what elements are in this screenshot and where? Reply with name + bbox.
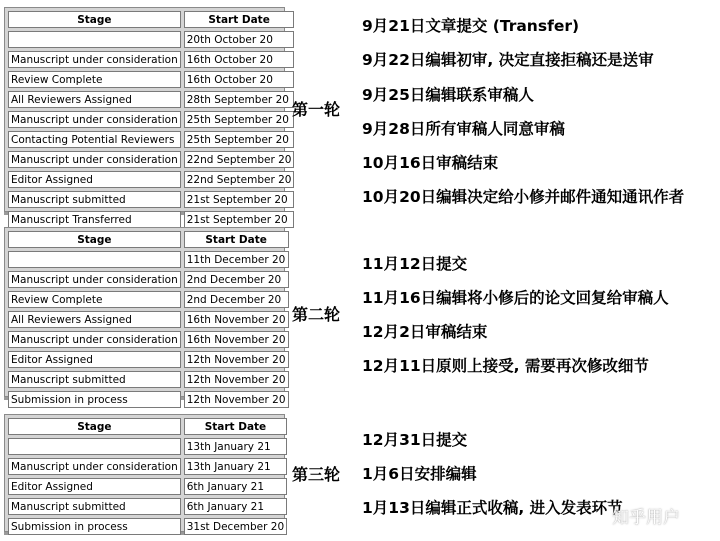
date-cell: 28th September 20 <box>184 91 295 108</box>
watermark: 知乎用户 <box>612 508 680 528</box>
timeline-note: 10月20日编辑决定给小修并邮件通知通讯作者 <box>362 188 685 206</box>
table-row <box>8 131 294 148</box>
stage-cell: Manuscript submitted <box>8 371 181 388</box>
table-row <box>8 51 294 68</box>
date-cell: 21st September 20 <box>184 211 295 228</box>
stage-cell: Editor Assigned <box>8 171 181 188</box>
timeline-note: 9月21日文章提交 (Transfer) <box>362 17 580 35</box>
stage-cell: Submission in process <box>8 518 181 535</box>
stage-cell: Review Complete <box>8 71 181 88</box>
table-row <box>8 31 294 48</box>
date-cell: 22nd September 20 <box>184 151 295 168</box>
stage-cell <box>8 251 181 268</box>
date-cell: 16th November 20 <box>184 311 289 328</box>
table-row <box>8 458 287 475</box>
stage-cell: Manuscript under consideration <box>8 111 181 128</box>
table-row <box>8 211 294 228</box>
stage-cell: Manuscript submitted <box>8 498 181 515</box>
stage-cell: Manuscript under consideration <box>8 458 181 475</box>
table-row <box>8 171 294 188</box>
round-3-status-table <box>4 414 285 532</box>
stage-cell: Editor Assigned <box>8 351 181 368</box>
round-3-label: 第三轮 <box>292 465 341 484</box>
table-row <box>8 291 289 308</box>
table-row <box>8 478 287 495</box>
stage-cell: Manuscript under consideration <box>8 271 181 288</box>
date-cell: 12th November 20 <box>184 351 289 368</box>
date-cell: 2nd December 20 <box>184 291 289 308</box>
table-row <box>8 111 294 128</box>
timeline-note: 11月16日编辑将小修后的论文回复给审稿人 <box>362 289 669 307</box>
round-1-status-table <box>4 7 292 226</box>
timeline-note: 1月6日安排编辑 <box>362 465 477 483</box>
date-cell: 25th September 20 <box>184 131 295 148</box>
stage-cell: Manuscript submitted <box>8 191 181 208</box>
date-cell: 2nd December 20 <box>184 271 289 288</box>
status-table <box>5 228 292 411</box>
start-date-column-header: Start Date <box>184 418 287 435</box>
table-row <box>8 391 289 408</box>
round-2-status-table <box>4 227 286 406</box>
table-row <box>8 191 294 208</box>
date-cell: 13th January 21 <box>184 458 287 475</box>
date-cell: 21st September 20 <box>184 191 295 208</box>
date-cell: 16th October 20 <box>184 71 295 88</box>
date-cell: 31st December 20 <box>184 518 287 535</box>
timeline-note: 11月12日提交 <box>362 255 468 273</box>
date-cell: 6th January 21 <box>184 478 287 495</box>
stage-cell: All Reviewers Assigned <box>8 311 181 328</box>
stage-cell: Review Complete <box>8 291 181 308</box>
status-table <box>5 415 290 538</box>
stage-cell: Manuscript under consideration <box>8 331 181 348</box>
table-row <box>8 351 289 368</box>
date-cell: 16th October 20 <box>184 51 295 68</box>
timeline-note: 9月22日编辑初审, 决定直接拒稿还是送审 <box>362 51 654 69</box>
start-date-column-header: Start Date <box>184 231 289 248</box>
stage-cell: All Reviewers Assigned <box>8 91 181 108</box>
stage-cell: Contacting Potential Reviewers <box>8 131 181 148</box>
date-cell: 22nd September 20 <box>184 171 295 188</box>
timeline-note: 12月11日原则上接受, 需要再次修改细节 <box>362 357 649 375</box>
date-cell: 6th January 21 <box>184 498 287 515</box>
stage-cell: Submission in process <box>8 391 181 408</box>
table-row <box>8 331 289 348</box>
table-row <box>8 518 287 535</box>
date-cell: 20th October 20 <box>184 31 295 48</box>
table-row <box>8 438 287 455</box>
table-row <box>8 91 294 108</box>
stage-column-header: Stage <box>8 11 181 28</box>
stage-cell: Editor Assigned <box>8 478 181 495</box>
timeline-note: 9月28日所有审稿人同意审稿 <box>362 120 565 138</box>
stage-cell: Manuscript under consideration <box>8 51 181 68</box>
status-table <box>5 8 297 231</box>
round-2-label: 第二轮 <box>292 305 341 324</box>
table-row <box>8 311 289 328</box>
date-cell: 13th January 21 <box>184 438 287 455</box>
stage-cell: Manuscript under consideration <box>8 151 181 168</box>
table-row <box>8 271 289 288</box>
timeline-note: 12月31日提交 <box>362 431 468 449</box>
stage-cell <box>8 31 181 48</box>
date-cell: 11th December 20 <box>184 251 289 268</box>
start-date-column-header: Start Date <box>184 11 295 28</box>
stage-column-header: Stage <box>8 418 181 435</box>
timeline-note: 9月25日编辑联系审稿人 <box>362 86 534 104</box>
table-row <box>8 498 287 515</box>
stage-cell <box>8 438 181 455</box>
table-row <box>8 251 289 268</box>
table-row <box>8 71 294 88</box>
stage-column-header: Stage <box>8 231 181 248</box>
stage-cell: Manuscript Transferred <box>8 211 181 228</box>
timeline-note: 1月13日编辑正式收稿, 进入发表环节 <box>362 499 623 517</box>
table-row <box>8 371 289 388</box>
table-row <box>8 151 294 168</box>
date-cell: 12th November 20 <box>184 391 289 408</box>
date-cell: 16th November 20 <box>184 331 289 348</box>
round-1-label: 第一轮 <box>292 100 341 119</box>
date-cell: 12th November 20 <box>184 371 289 388</box>
date-cell: 25th September 20 <box>184 111 295 128</box>
timeline-note: 12月2日审稿结束 <box>362 323 488 341</box>
timeline-note: 10月16日审稿结束 <box>362 154 499 172</box>
